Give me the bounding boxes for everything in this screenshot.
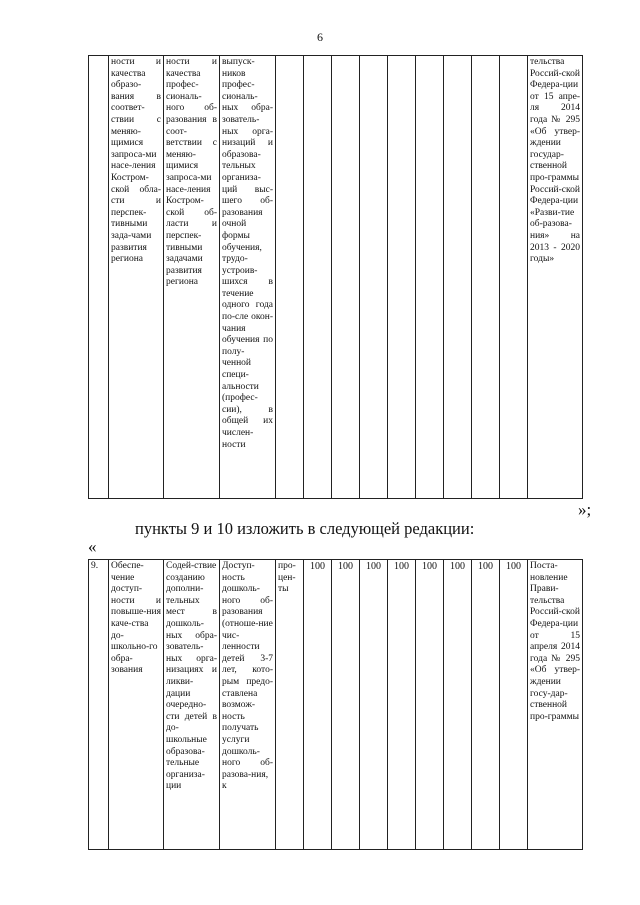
cell-task: ности и качества профес-сиональ-ного об-разования в соот-ветствии с меняю-щимися запроса-ми насе-ления Костром-ской об-ласти и перспек-тивными задачами развития региона — [164, 56, 220, 499]
cell-goal: ности и качества образо-вания в соответ-ствии с меняю-щимися запроса-ми насе-ления Костром-ской обла-сти и перспек-тивными зада-чами развития региона — [109, 56, 164, 499]
cell-value: 100 — [500, 560, 528, 850]
cell-value: 100 — [472, 560, 500, 850]
cell-unit — [276, 56, 304, 499]
opening-quote: « — [88, 537, 97, 556]
cell-indicator: Доступ-ность дошколь-ного об-разования (отноше-ние чис-ленности детей 3-7 лет, кото-рым предо-ставлена возмож-ность получать услуги дошколь-ного об-разова-ния, к — [220, 560, 276, 850]
cell-number — [89, 56, 109, 499]
cell-task: Содей-ствие созданию дополни-тельных мест в дошколь-ных обра-зователь-ных орга-низациях и ликви-дации очередно-сти детей в до-школьные образова-тельные организа-ции — [164, 560, 220, 850]
cell-basis: Поста-новление Прави-тельства Россий-ской Федера-ции от 15 апреля 2014 года № 295 «Об утвер-ждении госу-дар-ственной про-граммы — [528, 560, 583, 850]
cell-value — [444, 56, 472, 499]
table-row — [89, 56, 583, 499]
table-new-items — [88, 559, 583, 850]
table-continuation — [88, 55, 583, 499]
cell-value — [304, 56, 332, 499]
cell-value — [416, 56, 444, 499]
cell-value: 100 — [332, 560, 360, 850]
cell-value: 100 — [360, 560, 388, 850]
cell-unit: про-цен-ты — [276, 560, 304, 850]
cell-value: 100 — [388, 560, 416, 850]
table-row — [89, 560, 583, 850]
closing-quote: »; — [578, 500, 592, 519]
cell-value: 100 — [416, 560, 444, 850]
row-number: 9. — [89, 560, 109, 850]
cell-value — [332, 56, 360, 499]
cell-basis: тельства Россий-ской Федера-ции от 15 апре-ля 2014 года № 295 «Об утвер-ждении государ-ственной про-граммы Россий-ской Федера-ции «Разви-тие об-разова-ния» на 2013 - 2020 годы» — [528, 56, 583, 499]
cell-value — [360, 56, 388, 499]
page-number: 6 — [317, 30, 323, 44]
cell-value: 100 — [444, 560, 472, 850]
cell-value — [388, 56, 416, 499]
cell-indicator: выпуск-ников профес-сиональ-ных обра-зователь-ных орга-низаций и образова-тельных организа-ций выс-шего об-разования очной формы обучения, трудо-устроив-шихся в течение одного года по-сле окон-чания обучения по полу-ченной специ-альности (профес-сии), в общей их числен-ности — [220, 56, 276, 499]
cell-value — [472, 56, 500, 499]
cell-goal: Обеспе-чение доступ-ности и повыше-ния каче-ства до-школьно-го обра-зования — [109, 560, 164, 850]
amendment-instruction: пункты 9 и 10 изложить в следующей редакции: — [135, 519, 475, 538]
cell-value — [500, 56, 528, 499]
cell-value: 100 — [304, 560, 332, 850]
